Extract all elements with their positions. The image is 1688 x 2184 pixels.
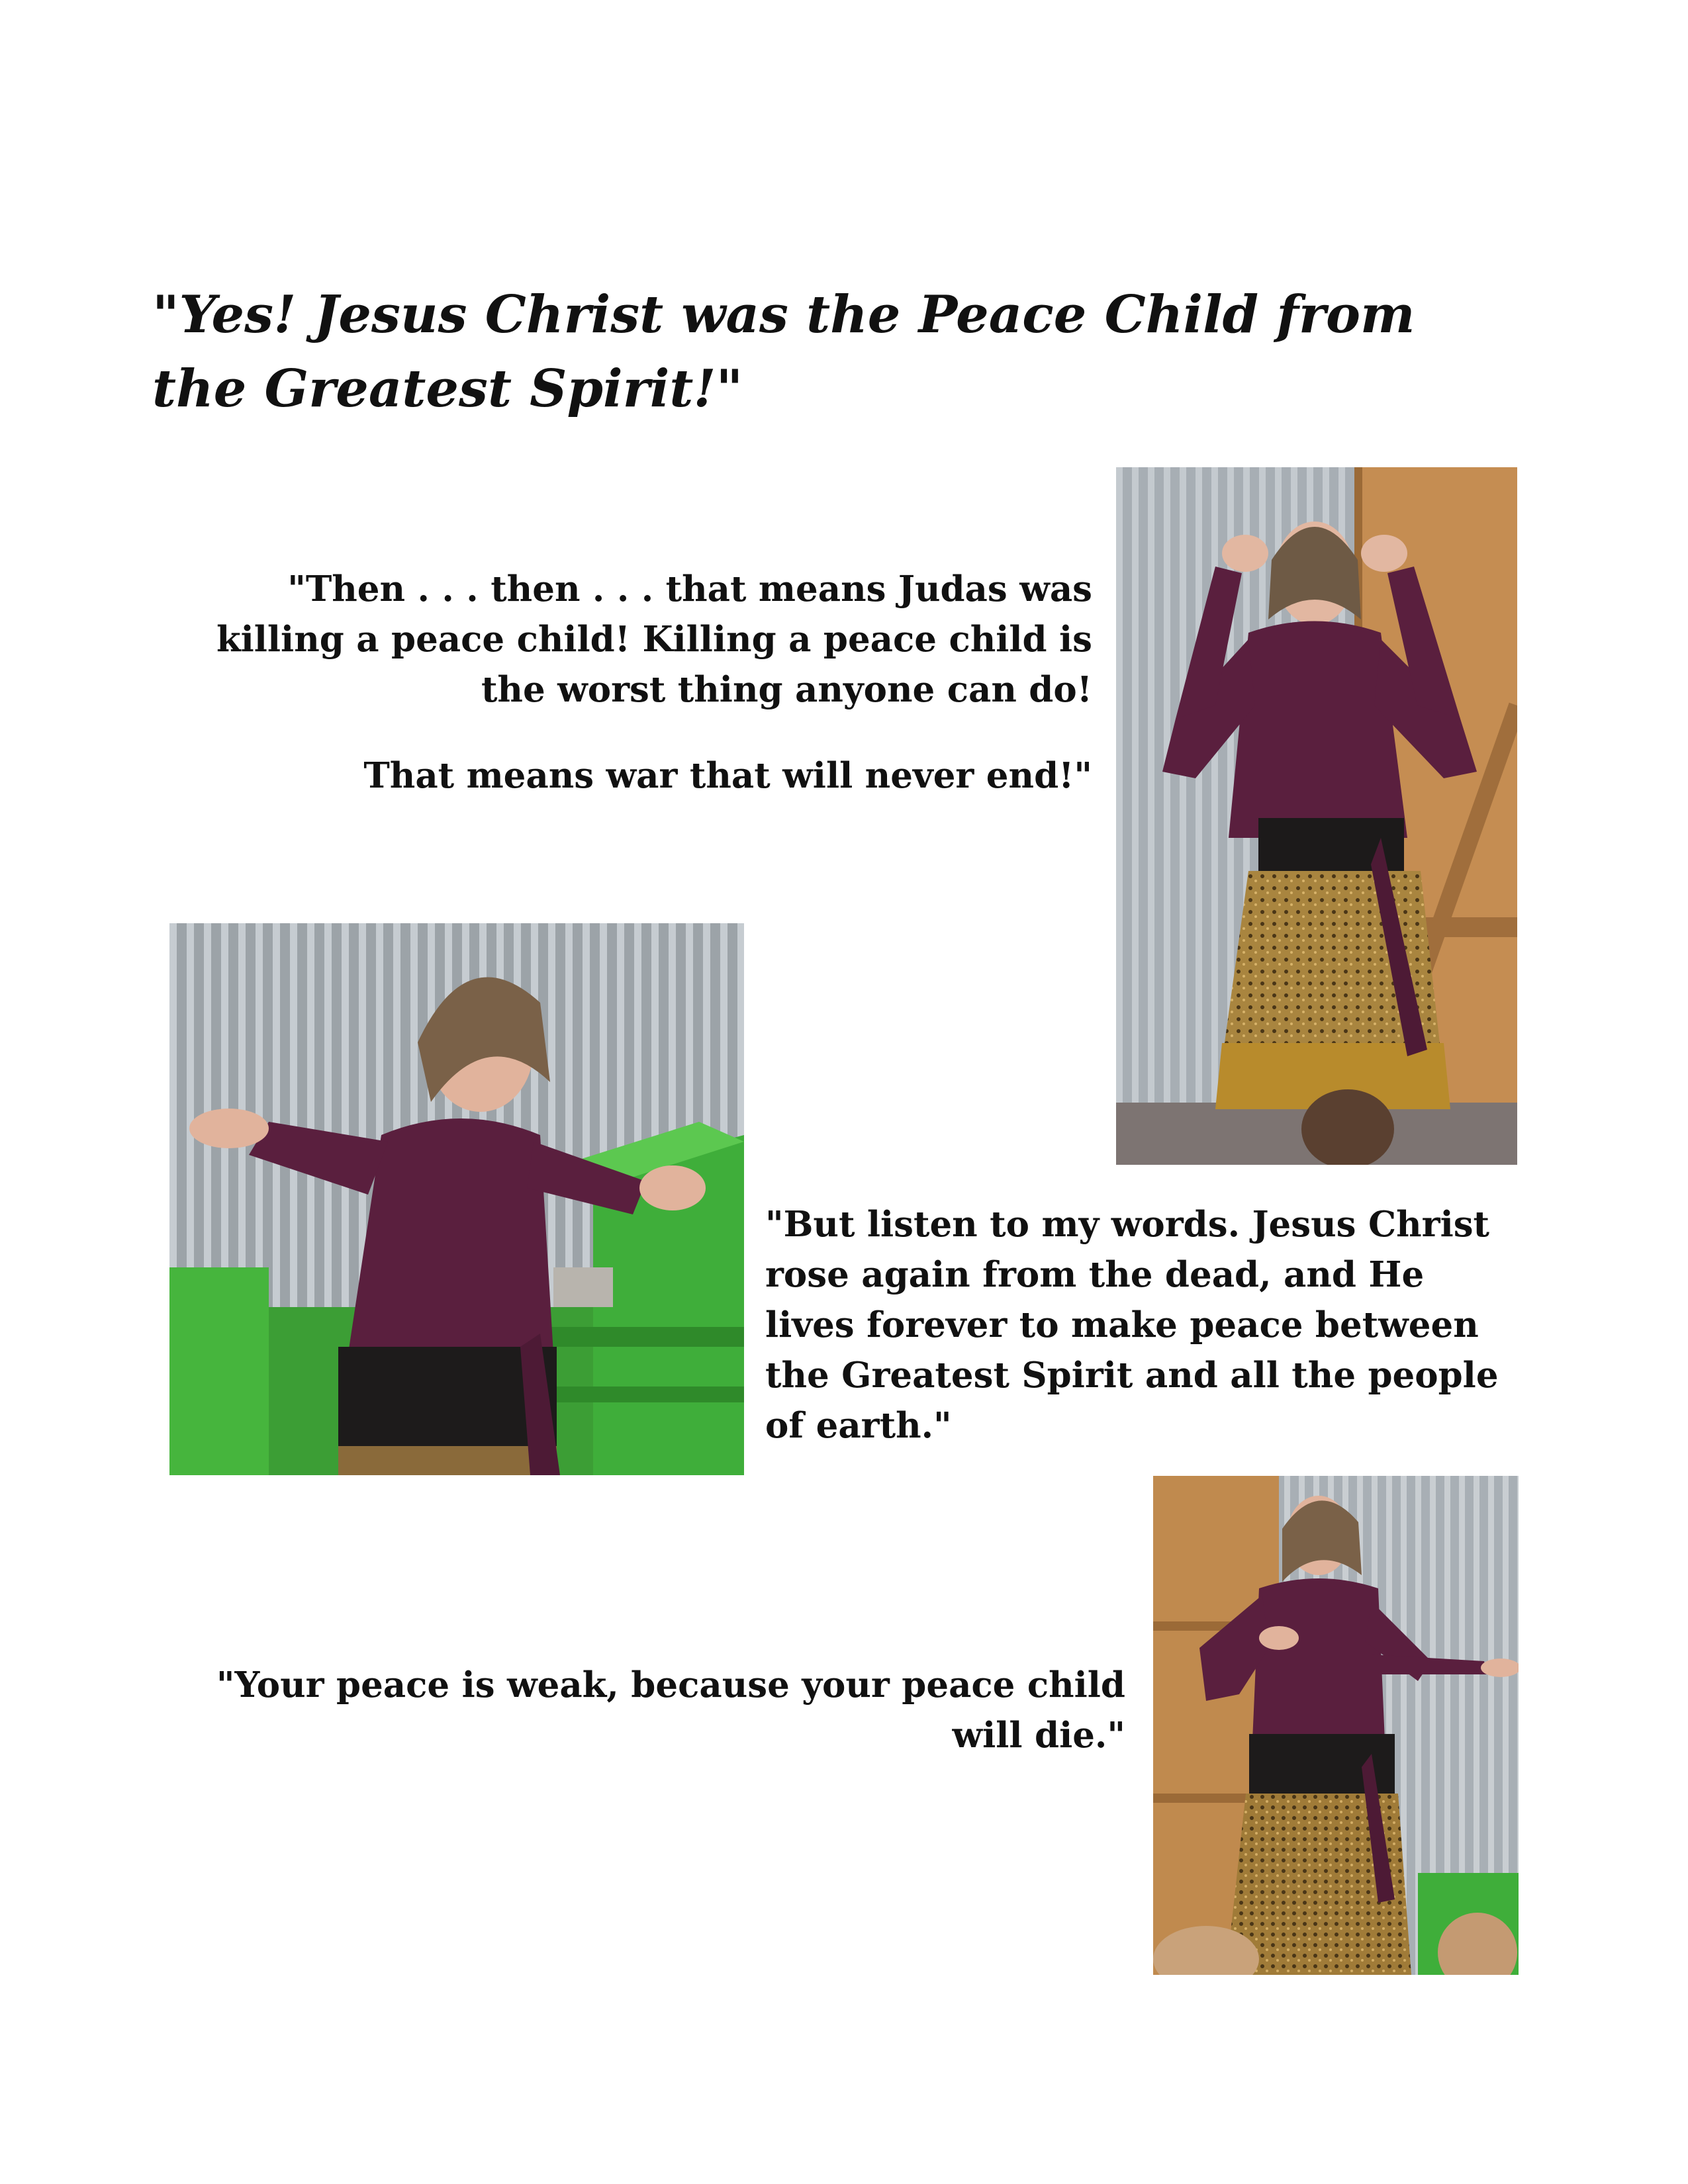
photo-storyteller-pointing [1153, 1476, 1519, 1975]
page-title: "Yes! Jesus Christ was the Peace Child from the Greatest Spirit!" [152, 285, 1415, 419]
photo-storyteller-arms-outstretched [169, 923, 744, 1475]
quote-judas [159, 564, 1092, 801]
quote-weak-paragraph: "Your peace is weak, because your peace child will die." [216, 1664, 1125, 1756]
quote-weak [199, 1660, 1125, 1760]
photo-storyteller-hands-on-head [1116, 467, 1517, 1165]
quote-judas-paragraph-2: That means war that will never end!" [363, 755, 1092, 796]
quote-listen [765, 1199, 1520, 1451]
quote-judas-paragraph-1: "Then . . . then . . . that means Judas was killing a peace child! Killing a peace child is the worst thing anyone can do! [216, 569, 1092, 710]
quote-listen-paragraph: "But listen to my words. Jesus Christ rose again from the dead, and He lives forever to make peace between the Greatest Spirit and all the people of earth." [765, 1204, 1499, 1446]
